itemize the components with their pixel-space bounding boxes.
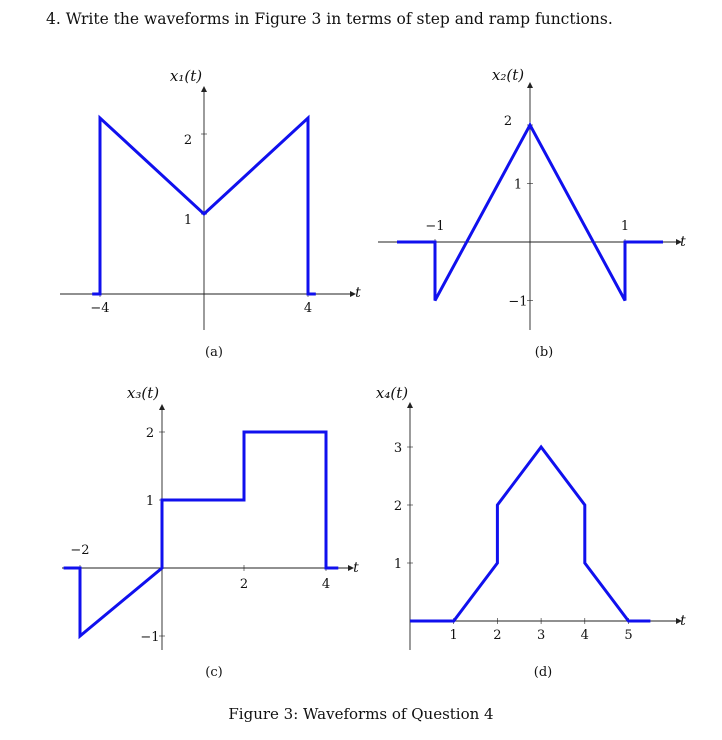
plot-c	[62, 384, 359, 680]
y-axis-arrow-b	[527, 82, 533, 88]
x-axis-label-d: t	[680, 613, 686, 629]
waveform-d	[410, 447, 650, 621]
y-tick-label-b: 1	[513, 177, 523, 193]
panel-label-c: (c)	[205, 665, 223, 680]
x-axis-label-b: t	[680, 234, 686, 250]
y-tick-label-c: 2	[145, 426, 155, 441]
y-axis-label-d: x₄(t)	[375, 384, 409, 402]
x-tick-label-c: −2	[70, 543, 90, 558]
x-axis-label-c: t	[353, 560, 359, 576]
y-tick-label-a: 1	[183, 213, 193, 228]
x-tick-label-c: 2	[239, 577, 249, 592]
plot-a	[60, 67, 361, 360]
x-tick-label-c: 4	[321, 577, 331, 592]
plot-d	[376, 384, 686, 680]
plot-b	[378, 66, 686, 360]
x-tick-label-a: 4	[303, 301, 313, 316]
x-tick-label-d: 1	[449, 628, 458, 643]
y-tick-label-a: 2	[183, 133, 193, 148]
question-number: 4.	[46, 10, 61, 28]
x-tick-label-d: 5	[624, 628, 633, 643]
panel-label-d: (d)	[533, 665, 553, 680]
x-axis-label-a: t	[355, 285, 361, 301]
y-axis-label-b: x₂(t)	[491, 66, 525, 84]
y-axis-label-c: x₃(t)	[126, 384, 160, 402]
y-tick-label-b: −1	[508, 294, 528, 310]
x-tick-label-d: 3	[536, 628, 546, 643]
y-tick-label-c: 1	[145, 494, 155, 509]
panel-label-a: (a)	[205, 345, 223, 360]
y-axis-arrow-c	[159, 404, 165, 410]
panel-label-b: (b)	[534, 345, 554, 360]
y-tick-label-c: −1	[140, 630, 160, 645]
x-tick-label-a: −4	[90, 301, 110, 316]
question-body: Write the waveforms in Figure 3 in terms of step and ramp functions.	[65, 10, 613, 28]
y-axis-arrow-a	[201, 86, 207, 92]
y-tick-label-d: 2	[393, 499, 403, 514]
y-tick-label-b: 2	[503, 114, 513, 129]
x-tick-label-b: 1	[620, 219, 630, 234]
x-tick-label-d: 4	[580, 628, 589, 643]
x-tick-label-b: −1	[425, 219, 445, 234]
y-tick-label-d: 3	[393, 441, 403, 456]
x-tick-label-d: 2	[493, 628, 502, 643]
y-axis-arrow-d	[407, 402, 413, 408]
y-tick-label-d: 1	[393, 557, 403, 572]
figure-caption: Figure 3: Waveforms of Question 4	[228, 705, 494, 723]
y-axis-label-a: x₁(t)	[169, 67, 203, 85]
waveform-c	[64, 432, 339, 636]
